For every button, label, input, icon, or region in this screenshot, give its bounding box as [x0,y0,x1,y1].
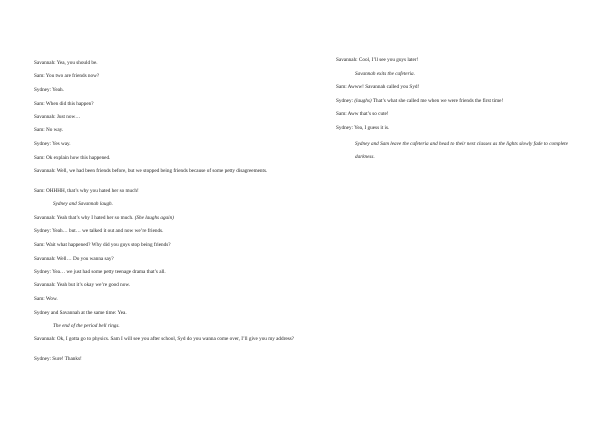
script-line: Sydney: Yea… we just had some petty teenage drama that’s all. [34,269,166,275]
script-line: Sam: Ok explain how this happened. [34,155,111,161]
stage-aside: (laughs) [354,98,372,104]
script-line: Sydney: Yea, I guess it is. [336,125,390,131]
script-line: Savannah: Yea, you should be. [34,60,98,66]
script-line: Sam: Wow. [34,296,58,302]
script-line: Sam: When did this happen? [34,101,94,107]
script-line: Sam: Aww that’s so cute! [336,111,389,117]
script-line: Sam: Awww! Savannah called you Syd! [336,84,420,90]
speaker-name: Sydney: [336,98,354,104]
script-line: Sam: Wait what happened? Why did you guys stop being friends? [34,242,171,248]
script-line: Sam: You two are friends now? [34,73,100,79]
script-line: Savannah: Well… Do you wanna say? [34,256,114,262]
script-line: Savannah: Just now… [34,114,81,120]
script-line: Savannah: Yeah but it’s okay we’re good now. [34,282,131,288]
script-line: Sydney: Yeah… but… we talked it out and now we’re friends. [34,228,164,234]
script-line: Sydney: Yeah. [34,87,64,93]
stage-direction: Sydney and Sam leave the cafeteria and head to their next classes as the lights slowly fade to complete darkness. [355,141,568,160]
stage-aside: (She laughs again) [134,215,174,221]
stage-direction: Sydney and Savannah laugh. [53,201,113,207]
script-line: Savannah: Well, we had been friends before, but we stopped being friends because of some petty disagreements. [34,168,268,174]
dialogue-text: That’s what she called me when we were friends the first time! [372,98,504,104]
stage-direction: The end of the period bell rings. [53,323,120,329]
script-line: Sam: No way. [34,127,64,133]
script-line: Savannah: Ok, I gotta go to physics. Sam I will see you after school, Syd do you wanna come over, I’ll give you my address? [34,336,294,342]
script-line: Sydney and Savannah at the same time: Yea. [34,310,127,316]
stage-direction: Savannah exits the cafeteria. [355,71,415,77]
script-line: Sydney: Yes way. [34,141,71,147]
script-line [336,98,576,105]
script-line: Sam: OHHHH, that’s why you hated her so much! [34,188,139,194]
dialogue-text: Savannah: Yeah that’s why I hated her so much. [34,215,134,221]
script-line: Savannah: Cool, I’ll see you guys later! [336,57,419,63]
script-line [34,215,302,222]
script-line: Sydney: Sure! Thanks! [34,356,82,362]
